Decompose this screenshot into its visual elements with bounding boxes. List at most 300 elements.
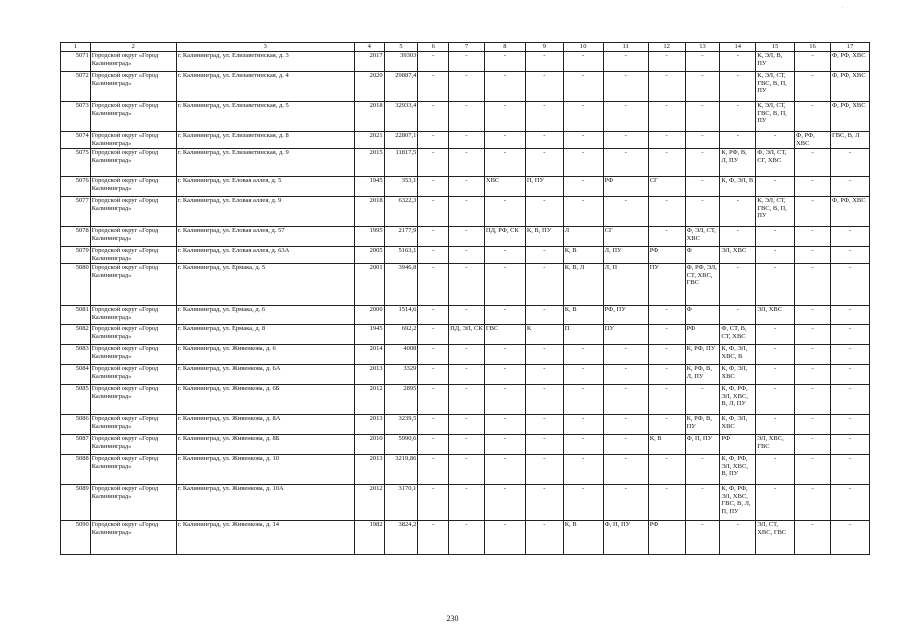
cell-col-15: ЭЛ, ХВС — [756, 306, 795, 325]
cell-col-9: - — [525, 435, 563, 455]
cell-row-number: 5073 — [61, 102, 91, 132]
column-number-cell: 9 — [525, 43, 563, 52]
cell-col-9: - — [525, 455, 563, 485]
cell-col-15: ЭЛ, СТ, ХВС, ГВС — [756, 521, 795, 555]
cell-col-8: - — [484, 197, 525, 227]
cell-col-12: СГ — [648, 177, 685, 197]
column-number-cell: 12 — [648, 43, 685, 52]
cell-col-6: - — [418, 102, 449, 132]
column-number-cell: 4 — [354, 43, 384, 52]
cell-col-12: - — [648, 149, 685, 177]
cell-col-6: - — [418, 435, 449, 455]
cell-col-12: - — [648, 345, 685, 365]
cell-col-11: - — [603, 197, 648, 227]
cell-col-12: - — [648, 455, 685, 485]
cell-col-14: - — [720, 52, 756, 72]
register-table — [60, 42, 870, 555]
cell-col-17: - — [830, 227, 869, 247]
cell-col-10: К, В, Л — [563, 264, 603, 306]
table-row — [61, 52, 870, 72]
cell-year: 2000 — [354, 306, 384, 325]
cell-col-6: - — [418, 149, 449, 177]
column-number-cell: 16 — [795, 43, 831, 52]
cell-area: 3329 — [384, 365, 418, 385]
cell-col-11: - — [603, 52, 648, 72]
cell-area: 2177,9 — [384, 227, 418, 247]
cell-col-10: К, В — [563, 521, 603, 555]
cell-col-12: - — [648, 365, 685, 385]
cell-col-17: - — [830, 365, 869, 385]
table-row — [61, 102, 870, 132]
cell-col-9: - — [525, 149, 563, 177]
cell-col-17: - — [830, 415, 869, 435]
cell-col-11: - — [603, 72, 648, 102]
cell-col-8: ПД, РФ, СК — [484, 227, 525, 247]
cell-col-14: - — [720, 521, 756, 555]
cell-col-8: - — [484, 247, 525, 264]
cell-area: 4008 — [384, 345, 418, 365]
cell-col-12: РФ — [648, 247, 685, 264]
cell-municipality: Городской округ «Город Калининград» — [90, 149, 176, 177]
cell-col-12: - — [648, 227, 685, 247]
cell-col-11: Л, ПУ — [603, 247, 648, 264]
cell-col-8: - — [484, 521, 525, 555]
cell-area: 3219,86 — [384, 455, 418, 485]
cell-col-7: - — [449, 521, 485, 555]
cell-area: 353,1 — [384, 177, 418, 197]
cell-area: 3824,2 — [384, 521, 418, 555]
cell-col-13: - — [685, 72, 720, 102]
cell-address: г. Калининград, ул. Живенкова, д. 10 — [176, 455, 354, 485]
cell-area: 2895 — [384, 385, 418, 415]
column-number-row — [61, 43, 870, 52]
cell-area: 5990,6 — [384, 435, 418, 455]
cell-col-6: - — [418, 521, 449, 555]
cell-col-8: - — [484, 149, 525, 177]
cell-col-12: - — [648, 72, 685, 102]
cell-col-7: - — [449, 102, 485, 132]
cell-col-15: - — [756, 325, 795, 345]
cell-col-9: - — [525, 485, 563, 521]
cell-col-8: - — [484, 485, 525, 521]
cell-address: г. Калининград, ул. Еловая аллея, д. 9 — [176, 197, 354, 227]
cell-col-10: - — [563, 365, 603, 385]
cell-col-16: - — [795, 455, 831, 485]
cell-col-13: - — [685, 455, 720, 485]
cell-year: 1995 — [354, 227, 384, 247]
cell-col-9: - — [525, 132, 563, 149]
table-row — [61, 264, 870, 306]
cell-col-13: - — [685, 177, 720, 197]
cell-col-17: Ф, РФ, ХВС — [830, 72, 869, 102]
cell-col-15: - — [756, 385, 795, 415]
cell-col-13: Ф, РФ, ЭЛ, СТ, ХВС, ГВС — [685, 264, 720, 306]
cell-col-6: - — [418, 264, 449, 306]
page-number: 230 — [446, 614, 459, 623]
cell-year: 2013 — [354, 365, 384, 385]
cell-col-7: - — [449, 435, 485, 455]
cell-col-11: - — [603, 415, 648, 435]
cell-col-13: - — [685, 385, 720, 415]
cell-col-6: - — [418, 177, 449, 197]
cell-col-11: РФ, ПУ — [603, 306, 648, 325]
cell-area: 32933,4 — [384, 102, 418, 132]
cell-col-8: - — [484, 52, 525, 72]
column-number-cell: 6 — [418, 43, 449, 52]
cell-area: 3239,5 — [384, 415, 418, 435]
cell-col-6: - — [418, 455, 449, 485]
cell-address: г. Калининград, ул. Живенкова, д. 6 — [176, 345, 354, 365]
cell-address: г. Калининград, ул. Живенкова, д. 8Б — [176, 435, 354, 455]
cell-area: 3170,1 — [384, 485, 418, 521]
cell-col-10: - — [563, 197, 603, 227]
cell-col-12: - — [648, 415, 685, 435]
cell-col-13: Ф — [685, 306, 720, 325]
cell-row-number: 5088 — [61, 455, 91, 485]
cell-col-11: - — [603, 132, 648, 149]
cell-col-17: - — [830, 264, 869, 306]
cell-col-9: - — [525, 365, 563, 385]
cell-col-16: Ф, РФ, ХВС — [795, 132, 831, 149]
cell-address: г. Калининград, ул. Живенкова, д. 10А — [176, 485, 354, 521]
cell-col-12: - — [648, 325, 685, 345]
cell-col-10: - — [563, 435, 603, 455]
cell-col-7: - — [449, 415, 485, 435]
cell-col-15: - — [756, 227, 795, 247]
cell-col-16: - — [795, 385, 831, 415]
cell-address: г. Калининград, ул. Живенкова, д. 14 — [176, 521, 354, 555]
cell-col-14: - — [720, 264, 756, 306]
cell-col-6: - — [418, 132, 449, 149]
cell-col-14: К, Ф, РФ, ЭЛ, ХВС, В, ПУ — [720, 455, 756, 485]
cell-area: 22807,1 — [384, 132, 418, 149]
cell-col-9: - — [525, 197, 563, 227]
table-row — [61, 521, 870, 555]
cell-row-number: 5075 — [61, 149, 91, 177]
cell-col-12: - — [648, 197, 685, 227]
cell-col-7: - — [449, 52, 485, 72]
cell-col-17: - — [830, 345, 869, 365]
table-row — [61, 132, 870, 149]
table-row — [61, 306, 870, 325]
cell-col-16: - — [795, 415, 831, 435]
cell-col-7: - — [449, 72, 485, 102]
cell-col-14: К, Ф, ЭЛ, В — [720, 177, 756, 197]
cell-row-number: 5076 — [61, 177, 91, 197]
cell-area: 29887,4 — [384, 72, 418, 102]
cell-col-7: - — [449, 485, 485, 521]
cell-col-15: - — [756, 485, 795, 521]
cell-col-16: - — [795, 485, 831, 521]
cell-col-6: - — [418, 197, 449, 227]
cell-col-7: - — [449, 132, 485, 149]
cell-col-15: - — [756, 264, 795, 306]
cell-col-13: - — [685, 521, 720, 555]
cell-col-15: - — [756, 415, 795, 435]
cell-col-6: - — [418, 385, 449, 415]
cell-row-number: 5074 — [61, 132, 91, 149]
cell-row-number: 5089 — [61, 485, 91, 521]
cell-col-17: ГВС, В, Л — [830, 132, 869, 149]
cell-col-8: - — [484, 72, 525, 102]
cell-year: 2018 — [354, 102, 384, 132]
table-row — [61, 177, 870, 197]
cell-year: 2013 — [354, 455, 384, 485]
cell-col-15: К, ЭЛ, СТ, ГВС, В, П, ПУ — [756, 72, 795, 102]
cell-col-16: - — [795, 345, 831, 365]
cell-col-12: - — [648, 306, 685, 325]
column-number-cell: 10 — [563, 43, 603, 52]
cell-col-10: П — [563, 325, 603, 345]
cell-col-16: - — [795, 149, 831, 177]
cell-col-17: - — [830, 306, 869, 325]
cell-municipality: Городской округ «Город Калининград» — [90, 385, 176, 415]
cell-col-14: - — [720, 306, 756, 325]
cell-address: г. Калининград, ул. Еловая аллея, д. 5 — [176, 177, 354, 197]
cell-municipality: Городской округ «Город Калининград» — [90, 435, 176, 455]
cell-row-number: 5080 — [61, 264, 91, 306]
cell-row-number: 5078 — [61, 227, 91, 247]
cell-col-10: - — [563, 385, 603, 415]
cell-address: г. Калининград, ул. Еловая аллея, д. 63А — [176, 247, 354, 264]
cell-col-13: - — [685, 52, 720, 72]
cell-col-10: - — [563, 177, 603, 197]
cell-col-9: П, ПУ — [525, 177, 563, 197]
cell-municipality: Городской округ «Город Калининград» — [90, 521, 176, 555]
cell-col-15: - — [756, 247, 795, 264]
cell-col-11: - — [603, 435, 648, 455]
cell-address: г. Калининград, ул. Ермака, д. 6 — [176, 306, 354, 325]
cell-col-12: ПУ — [648, 264, 685, 306]
cell-address: г. Калининград, ул. Ермака, д. 8 — [176, 325, 354, 345]
cell-col-10: - — [563, 149, 603, 177]
cell-col-14: К, Ф, ЭЛ, ХВС — [720, 365, 756, 385]
cell-col-9: - — [525, 72, 563, 102]
cell-col-6: - — [418, 345, 449, 365]
cell-col-8: - — [484, 264, 525, 306]
cell-col-16: - — [795, 521, 831, 555]
cell-col-11: - — [603, 385, 648, 415]
cell-col-9: - — [525, 345, 563, 365]
cell-col-14: - — [720, 72, 756, 102]
cell-col-9: - — [525, 306, 563, 325]
cell-col-15: - — [756, 132, 795, 149]
cell-col-7: - — [449, 365, 485, 385]
cell-row-number: 5084 — [61, 365, 91, 385]
cell-municipality: Городской округ «Город Калининград» — [90, 264, 176, 306]
cell-year: 2012 — [354, 485, 384, 521]
cell-col-16: - — [795, 306, 831, 325]
cell-col-14: Ф, СТ, В, СТ, ХВС — [720, 325, 756, 345]
cell-address: г. Калининград, ул. Елизаветинская, д. 3 — [176, 52, 354, 72]
cell-year: 2013 — [354, 415, 384, 435]
cell-year: 2021 — [354, 132, 384, 149]
cell-year: 1945 — [354, 325, 384, 345]
cell-row-number: 5085 — [61, 385, 91, 415]
cell-col-13: РФ — [685, 325, 720, 345]
cell-year: 2012 — [354, 385, 384, 415]
cell-year: 2010 — [354, 435, 384, 455]
cell-col-9: - — [525, 52, 563, 72]
table-row — [61, 247, 870, 264]
cell-col-9: - — [525, 385, 563, 415]
cell-col-8: - — [484, 365, 525, 385]
cell-address: г. Калининград, ул. Елизаветинская, д. 5 — [176, 102, 354, 132]
column-number-cell: 17 — [830, 43, 869, 52]
cell-col-13: - — [685, 132, 720, 149]
cell-col-10: - — [563, 415, 603, 435]
cell-col-7: - — [449, 306, 485, 325]
cell-col-12: - — [648, 102, 685, 132]
cell-col-10: Л — [563, 227, 603, 247]
cell-municipality: Городской округ «Город Калининград» — [90, 365, 176, 385]
cell-municipality: Городской округ «Город Калининград» — [90, 52, 176, 72]
cell-col-17: Ф, РФ, ХВС — [830, 197, 869, 227]
cell-col-11: - — [603, 149, 648, 177]
cell-address: г. Калининград, ул. Живенкова, д. 6Б — [176, 385, 354, 415]
cell-col-9: - — [525, 247, 563, 264]
cell-col-14: - — [720, 197, 756, 227]
cell-col-12: - — [648, 52, 685, 72]
cell-col-13: Ф, ЭЛ, СТ, ХВС — [685, 227, 720, 247]
cell-address: г. Калининград, ул. Елизаветинская, д. 8 — [176, 132, 354, 149]
cell-col-14: РФ — [720, 435, 756, 455]
cell-row-number: 5077 — [61, 197, 91, 227]
cell-municipality: Городской округ «Город Калининград» — [90, 345, 176, 365]
cell-year: 2005 — [354, 247, 384, 264]
cell-row-number: 5079 — [61, 247, 91, 264]
cell-col-10: - — [563, 72, 603, 102]
cell-area: 39303 — [384, 52, 418, 72]
cell-col-7: - — [449, 345, 485, 365]
cell-col-10: - — [563, 345, 603, 365]
cell-col-14: К, Ф, РФ, ЭЛ, ХВС, ГВС, В, Л, П, ПУ — [720, 485, 756, 521]
cell-col-9: - — [525, 102, 563, 132]
cell-municipality: Городской округ «Город Калининград» — [90, 102, 176, 132]
column-number-cell: 5 — [384, 43, 418, 52]
cell-municipality: Городской округ «Город Калининград» — [90, 72, 176, 102]
cell-address: г. Калининград, ул. Ермака, д. 5 — [176, 264, 354, 306]
cell-col-8: - — [484, 415, 525, 435]
cell-col-8: - — [484, 345, 525, 365]
cell-col-15: К, ЭЛ, СТ, ГВС, В, П, ПУ — [756, 197, 795, 227]
cell-col-15: - — [756, 345, 795, 365]
cell-col-15: ЭЛ, ХВС, ГВС — [756, 435, 795, 455]
cell-col-6: - — [418, 52, 449, 72]
cell-address: г. Калининград, ул. Елизаветинская, д. 9 — [176, 149, 354, 177]
cell-col-13: - — [685, 149, 720, 177]
cell-col-9: К, В, ПУ — [525, 227, 563, 247]
corner-mark: · — [842, 6, 844, 11]
cell-col-17: - — [830, 435, 869, 455]
cell-col-7: ПД, ЭЛ, СК — [449, 325, 485, 345]
cell-col-16: - — [795, 52, 831, 72]
cell-col-17: Ф, РФ, ХВС — [830, 102, 869, 132]
cell-row-number: 5071 — [61, 52, 91, 72]
cell-col-12: РФ — [648, 521, 685, 555]
column-number-cell: 13 — [685, 43, 720, 52]
cell-row-number: 5090 — [61, 521, 91, 555]
cell-col-12: - — [648, 485, 685, 521]
table-row — [61, 197, 870, 227]
cell-col-14: ЭЛ, ХВС — [720, 247, 756, 264]
cell-col-12: - — [648, 132, 685, 149]
cell-col-16: - — [795, 365, 831, 385]
cell-row-number: 5087 — [61, 435, 91, 455]
cell-col-15: Ф, ЭЛ, СТ, СГ, ХВС — [756, 149, 795, 177]
cell-col-8: ГВС — [484, 325, 525, 345]
cell-col-7: - — [449, 247, 485, 264]
cell-year: 2015 — [354, 149, 384, 177]
cell-municipality: Городской округ «Город Калининград» — [90, 415, 176, 435]
cell-col-17: - — [830, 485, 869, 521]
cell-col-17: Ф, РФ, ХВС — [830, 52, 869, 72]
cell-municipality: Городской округ «Город Калининград» — [90, 132, 176, 149]
cell-col-13: - — [685, 197, 720, 227]
cell-col-15: - — [756, 365, 795, 385]
cell-row-number: 5086 — [61, 415, 91, 435]
cell-area: 6322,3 — [384, 197, 418, 227]
cell-col-11: - — [603, 485, 648, 521]
cell-col-10: - — [563, 102, 603, 132]
cell-year: 1982 — [354, 521, 384, 555]
cell-col-8: ХВС — [484, 177, 525, 197]
cell-area: 5163,1 — [384, 247, 418, 264]
cell-col-17: - — [830, 521, 869, 555]
cell-year: 2017 — [354, 52, 384, 72]
cell-col-9: - — [525, 521, 563, 555]
table-row — [61, 72, 870, 102]
cell-col-10: К, В — [563, 247, 603, 264]
cell-col-10: - — [563, 485, 603, 521]
cell-col-17: - — [830, 177, 869, 197]
cell-col-7: - — [449, 177, 485, 197]
table-row — [61, 345, 870, 365]
cell-col-11: - — [603, 365, 648, 385]
cell-col-16: - — [795, 72, 831, 102]
cell-col-9: - — [525, 415, 563, 435]
cell-col-8: - — [484, 102, 525, 132]
cell-area: 692,2 — [384, 325, 418, 345]
cell-municipality: Городской округ «Город Калининград» — [90, 325, 176, 345]
cell-col-15: - — [756, 455, 795, 485]
cell-col-8: - — [484, 455, 525, 485]
cell-col-8: - — [484, 385, 525, 415]
table-row — [61, 385, 870, 415]
column-number-cell: 11 — [603, 43, 648, 52]
cell-col-14: К, РФ, В, Л, ПУ — [720, 149, 756, 177]
cell-col-15: К, ЭЛ, СТ, ГВС, В, П, ПУ — [756, 102, 795, 132]
cell-year: 2018 — [354, 197, 384, 227]
cell-col-14: К, Ф, РФ, ЭЛ, ХВС, В, Л, ПУ — [720, 385, 756, 415]
cell-col-14: - — [720, 102, 756, 132]
cell-address: г. Калининград, ул. Живенкова, д. 6А — [176, 365, 354, 385]
cell-col-14: К, Ф, ЭЛ, ХВС, В — [720, 345, 756, 365]
cell-col-16: - — [795, 435, 831, 455]
cell-col-14: К, Ф, ЭЛ, ХВС — [720, 415, 756, 435]
cell-col-9: К — [525, 325, 563, 345]
cell-area: 11817,5 — [384, 149, 418, 177]
cell-col-11: СГ — [603, 227, 648, 247]
cell-col-6: - — [418, 72, 449, 102]
cell-col-8: - — [484, 306, 525, 325]
cell-col-10: К, В — [563, 306, 603, 325]
cell-col-12: К, В — [648, 435, 685, 455]
cell-year: 1945 — [354, 177, 384, 197]
cell-col-6: - — [418, 247, 449, 264]
cell-col-16: - — [795, 325, 831, 345]
table-row — [61, 365, 870, 385]
